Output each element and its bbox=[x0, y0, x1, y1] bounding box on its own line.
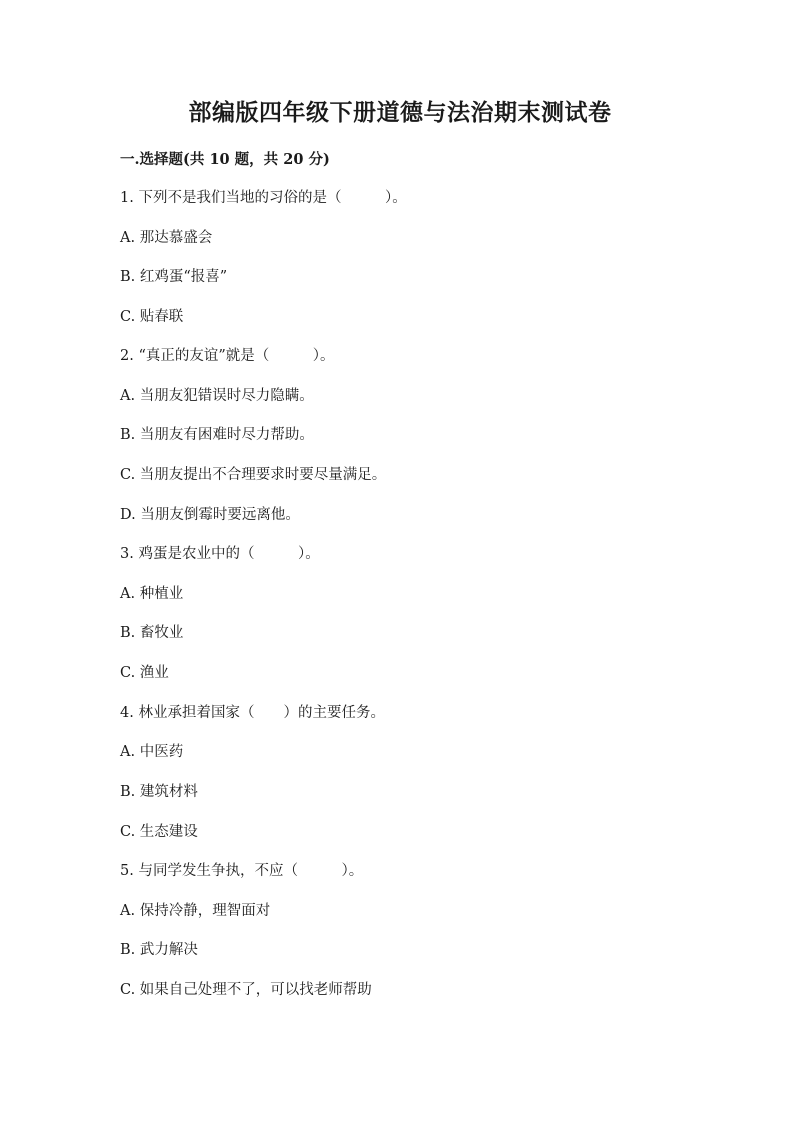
question-1-option-c: C. 贴春联 bbox=[120, 309, 184, 325]
question-2-option-b: B. 当朋友有困难时尽力帮助。 bbox=[120, 427, 314, 443]
question-4-option-b: B. 建筑材料 bbox=[120, 784, 198, 800]
question-1-option-a: A. 那达慕盛会 bbox=[120, 230, 213, 246]
exam-title: 部编版四年级下册道德与法治期末测试卷 bbox=[188, 99, 612, 126]
question-5-stem: 5. 与同学发生争执，不应（ ）。 bbox=[120, 863, 364, 879]
question-3-option-c: C. 渔业 bbox=[120, 665, 169, 681]
question-2-option-a: A. 当朋友犯错误时尽力隐瞒。 bbox=[120, 388, 314, 404]
question-2-stem: 2. “真正的友谊”就是（ ）。 bbox=[120, 348, 335, 364]
question-2-option-c: C. 当朋友提出不合理要求时要尽量满足。 bbox=[120, 467, 387, 483]
question-5-option-a: A. 保持冷静，理智面对 bbox=[120, 903, 271, 919]
question-4-stem: 4. 林业承担着国家（ ）的主要任务。 bbox=[120, 705, 385, 721]
question-1-option-b: B. 红鸡蛋“报喜” bbox=[120, 269, 228, 285]
question-2-option-d: D. 当朋友倒霉时要远离他。 bbox=[120, 507, 300, 523]
question-3-option-b: B. 畜牧业 bbox=[120, 625, 184, 641]
question-3-stem: 3. 鸡蛋是农业中的（ ）。 bbox=[120, 546, 320, 562]
question-4-option-c: C. 生态建设 bbox=[120, 824, 198, 840]
question-1-stem: 1. 下列不是我们当地的习俗的是（ ）。 bbox=[120, 190, 407, 206]
question-5-option-b: B. 武力解决 bbox=[120, 942, 198, 958]
section-heading: 一.选择题(共 10 题，共 20 分) bbox=[120, 151, 330, 168]
question-3-option-a: A. 种植业 bbox=[120, 586, 184, 602]
question-4-option-a: A. 中医药 bbox=[120, 744, 184, 760]
question-5-option-c: C. 如果自己处理不了，可以找老师帮助 bbox=[120, 982, 372, 998]
